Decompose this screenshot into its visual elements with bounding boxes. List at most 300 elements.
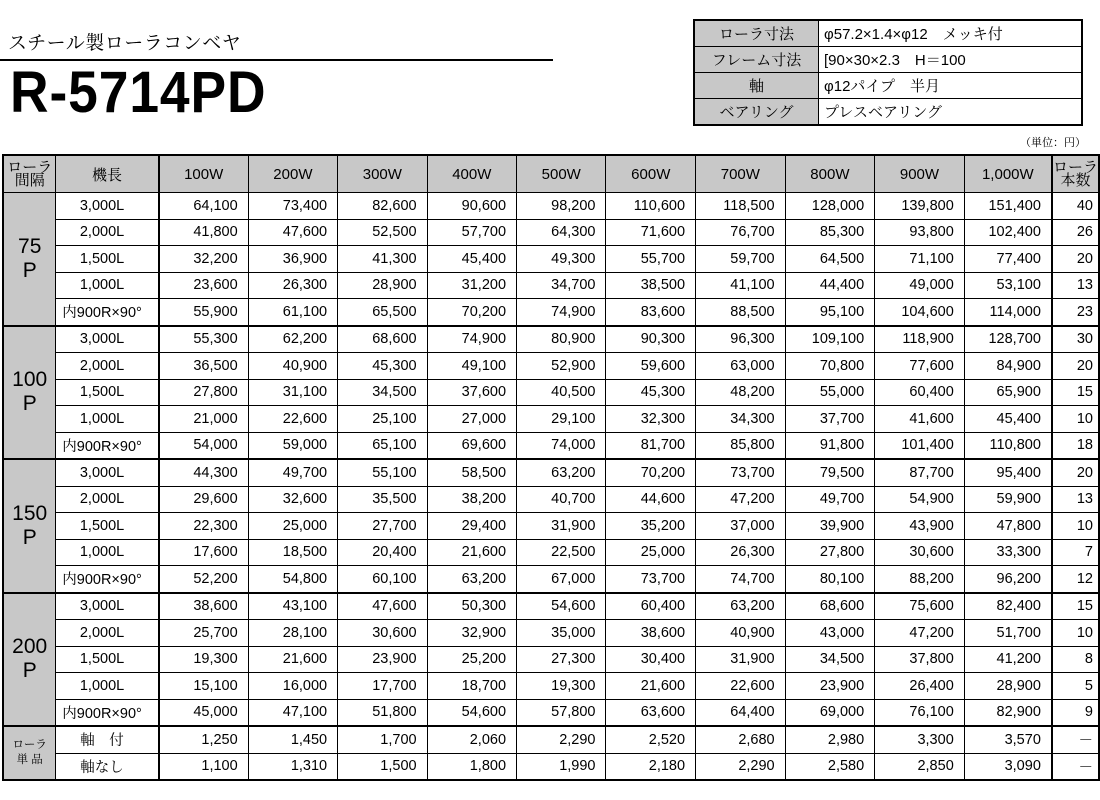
price-cell: 37,800 <box>875 646 965 673</box>
price-cell: 31,900 <box>696 646 786 673</box>
price-cell: 87,700 <box>875 459 965 486</box>
roller-count-cell: 20 <box>1052 353 1099 380</box>
price-cell: 90,600 <box>427 193 516 220</box>
table-row <box>3 539 1099 566</box>
price-cell: 28,100 <box>248 620 337 647</box>
price-cell: 93,800 <box>875 219 965 246</box>
price-cell: 118,500 <box>696 193 786 220</box>
price-cell: 29,100 <box>517 406 606 433</box>
price-cell: 23,900 <box>338 646 427 673</box>
price-cell: 82,600 <box>338 193 427 220</box>
product-category: スチール製ローラコンベヤ <box>8 33 242 54</box>
price-cell: 2,290 <box>696 753 786 780</box>
price-cell: 64,500 <box>785 246 875 273</box>
pitch-header: ローラ 間隔 <box>3 155 56 193</box>
spec-value: プレスベアリング <box>819 99 1083 126</box>
price-cell: 49,300 <box>517 246 606 273</box>
price-cell: 41,600 <box>875 406 965 433</box>
price-cell: 38,200 <box>427 486 516 513</box>
price-cell: 18,700 <box>427 673 516 700</box>
price-cell: 45,300 <box>606 379 696 406</box>
table-row <box>3 646 1099 673</box>
width-header: 600W <box>606 155 696 193</box>
price-cell: 47,600 <box>338 593 427 620</box>
roller-count-cell: 8 <box>1052 646 1099 673</box>
price-cell: 37,600 <box>427 379 516 406</box>
roller-count-cell: 10 <box>1052 513 1099 540</box>
length-cell: 2,000L <box>56 219 159 246</box>
price-cell: 1,800 <box>427 753 516 780</box>
length-cell: 3,000L <box>56 459 159 486</box>
price-cell: 20,400 <box>338 539 427 566</box>
table-row <box>3 486 1099 513</box>
table-row <box>3 726 1099 753</box>
price-cell: 109,100 <box>785 326 875 353</box>
price-cell: 96,300 <box>696 326 786 353</box>
spec-label: ローラ寸法 <box>694 20 819 47</box>
length-cell: 内900R×90° <box>56 432 159 459</box>
price-cell: 85,800 <box>696 432 786 459</box>
price-cell: 128,000 <box>785 193 875 220</box>
price-cell: 18,500 <box>248 539 337 566</box>
price-cell: 59,000 <box>248 432 337 459</box>
price-cell: 44,300 <box>159 459 248 486</box>
price-cell: 27,300 <box>517 646 606 673</box>
price-cell: 110,600 <box>606 193 696 220</box>
pitch-group-label: 200 P <box>3 593 56 727</box>
price-cell: 47,600 <box>248 219 337 246</box>
length-cell: 内900R×90° <box>56 699 159 726</box>
table-row <box>3 620 1099 647</box>
price-cell: 2,290 <box>517 726 606 753</box>
price-cell: 26,300 <box>248 272 337 299</box>
price-cell: 74,900 <box>427 326 516 353</box>
count-header: ローラ 本数 <box>1052 155 1099 193</box>
spec-row <box>694 99 1082 126</box>
price-cell: 25,000 <box>248 513 337 540</box>
table-row <box>3 193 1099 220</box>
price-cell: 55,900 <box>159 299 248 326</box>
price-cell: 22,500 <box>517 539 606 566</box>
price-cell: 83,600 <box>606 299 696 326</box>
price-cell: 1,310 <box>248 753 337 780</box>
length-cell: 1,000L <box>56 539 159 566</box>
length-cell: 2,000L <box>56 353 159 380</box>
roller-count-cell: 26 <box>1052 219 1099 246</box>
price-cell: 51,700 <box>964 620 1052 647</box>
price-cell: 1,100 <box>159 753 248 780</box>
price-cell: 34,500 <box>785 646 875 673</box>
price-cell: 22,300 <box>159 513 248 540</box>
price-cell: 65,100 <box>338 432 427 459</box>
price-cell: 98,200 <box>517 193 606 220</box>
price-cell: 32,900 <box>427 620 516 647</box>
price-cell: 1,990 <box>517 753 606 780</box>
width-header: 700W <box>696 155 786 193</box>
price-cell: 61,100 <box>248 299 337 326</box>
width-header: 100W <box>159 155 248 193</box>
pitch-group-label: 75 P <box>3 193 56 326</box>
price-cell: 65,500 <box>338 299 427 326</box>
length-cell: 2,000L <box>56 620 159 647</box>
roller-count-cell: 40 <box>1052 193 1099 220</box>
price-cell: 35,200 <box>606 513 696 540</box>
price-cell: 33,300 <box>964 539 1052 566</box>
table-row <box>3 379 1099 406</box>
price-cell: 40,900 <box>696 620 786 647</box>
price-cell: 1,700 <box>338 726 427 753</box>
price-cell: 41,200 <box>964 646 1052 673</box>
spec-row <box>694 47 1082 73</box>
table-row <box>3 593 1099 620</box>
price-cell: 22,600 <box>696 673 786 700</box>
price-cell: 49,700 <box>248 459 337 486</box>
price-cell: 54,600 <box>517 593 606 620</box>
length-cell: 1,500L <box>56 246 159 273</box>
price-cell: 34,300 <box>696 406 786 433</box>
price-cell: 70,800 <box>785 353 875 380</box>
price-cell: 139,800 <box>875 193 965 220</box>
roller-count-cell: 23 <box>1052 299 1099 326</box>
price-cell: 2,180 <box>606 753 696 780</box>
price-cell: 81,700 <box>606 432 696 459</box>
price-cell: 77,600 <box>875 353 965 380</box>
price-cell: 25,200 <box>427 646 516 673</box>
price-cell: 55,700 <box>606 246 696 273</box>
price-cell: 118,900 <box>875 326 965 353</box>
price-cell: 2,060 <box>427 726 516 753</box>
price-cell: 25,100 <box>338 406 427 433</box>
price-cell: 19,300 <box>159 646 248 673</box>
price-cell: 54,600 <box>427 699 516 726</box>
price-cell: 1,450 <box>248 726 337 753</box>
roller-count-cell: 20 <box>1052 459 1099 486</box>
price-cell: 69,000 <box>785 699 875 726</box>
price-cell: 36,900 <box>248 246 337 273</box>
price-cell: 69,600 <box>427 432 516 459</box>
price-cell: 40,500 <box>517 379 606 406</box>
price-cell: 53,100 <box>964 272 1052 299</box>
roller-count-cell: 10 <box>1052 406 1099 433</box>
table-row <box>3 406 1099 433</box>
price-cell: 47,100 <box>248 699 337 726</box>
price-cell: 19,300 <box>517 673 606 700</box>
price-cell: 38,500 <box>606 272 696 299</box>
price-cell: 45,400 <box>964 406 1052 433</box>
roller-count-cell: 9 <box>1052 699 1099 726</box>
price-cell: 17,700 <box>338 673 427 700</box>
price-cell: 37,000 <box>696 513 786 540</box>
spec-value: [90×30×2.3 H＝100 <box>819 47 1083 73</box>
price-cell: 151,400 <box>964 193 1052 220</box>
price-cell: 57,800 <box>517 699 606 726</box>
price-cell: 2,580 <box>785 753 875 780</box>
price-cell: 55,300 <box>159 326 248 353</box>
price-cell: 65,900 <box>964 379 1052 406</box>
price-cell: 23,900 <box>785 673 875 700</box>
price-cell: 54,800 <box>248 566 337 593</box>
price-cell: 73,700 <box>606 566 696 593</box>
price-cell: 21,600 <box>248 646 337 673</box>
roller-count-cell: － <box>1052 753 1099 780</box>
price-cell: 45,400 <box>427 246 516 273</box>
price-cell: 23,600 <box>159 272 248 299</box>
price-cell: 40,700 <box>517 486 606 513</box>
price-cell: 30,400 <box>606 646 696 673</box>
spec-label: ベアリング <box>694 99 819 126</box>
price-cell: 50,300 <box>427 593 516 620</box>
price-cell: 2,980 <box>785 726 875 753</box>
roller-count-cell: 20 <box>1052 246 1099 273</box>
price-cell: 26,400 <box>875 673 965 700</box>
price-cell: 17,600 <box>159 539 248 566</box>
roller-count-cell: 13 <box>1052 486 1099 513</box>
price-cell: 64,400 <box>696 699 786 726</box>
price-cell: 3,570 <box>964 726 1052 753</box>
price-cell: 75,600 <box>875 593 965 620</box>
price-cell: 95,100 <box>785 299 875 326</box>
price-cell: 49,700 <box>785 486 875 513</box>
width-header: 900W <box>875 155 965 193</box>
price-cell: 38,600 <box>606 620 696 647</box>
price-cell: 71,100 <box>875 246 965 273</box>
price-cell: 43,100 <box>248 593 337 620</box>
roller-count-cell: 13 <box>1052 272 1099 299</box>
price-cell: 31,100 <box>248 379 337 406</box>
length-cell: 3,000L <box>56 593 159 620</box>
price-cell: 45,300 <box>338 353 427 380</box>
table-row <box>3 673 1099 700</box>
spec-row <box>694 20 1082 47</box>
spec-table <box>693 19 1083 126</box>
width-header: 200W <box>248 155 337 193</box>
price-cell: 32,200 <box>159 246 248 273</box>
price-cell: 1,500 <box>338 753 427 780</box>
price-cell: 77,400 <box>964 246 1052 273</box>
price-cell: 88,200 <box>875 566 965 593</box>
price-cell: 82,900 <box>964 699 1052 726</box>
roller-count-cell: 15 <box>1052 379 1099 406</box>
length-cell: 3,000L <box>56 326 159 353</box>
price-cell: 27,000 <box>427 406 516 433</box>
price-cell: 73,700 <box>696 459 786 486</box>
table-row <box>3 353 1099 380</box>
table-row <box>3 459 1099 486</box>
price-cell: 45,000 <box>159 699 248 726</box>
price-cell: 29,400 <box>427 513 516 540</box>
price-cell: 3,300 <box>875 726 965 753</box>
price-cell: 59,600 <box>606 353 696 380</box>
price-cell: 84,900 <box>964 353 1052 380</box>
price-cell: 27,800 <box>785 539 875 566</box>
price-cell: 48,200 <box>696 379 786 406</box>
price-cell: 41,800 <box>159 219 248 246</box>
table-row <box>3 326 1099 353</box>
price-cell: 34,700 <box>517 272 606 299</box>
table-row <box>3 753 1099 780</box>
price-cell: 43,900 <box>875 513 965 540</box>
price-cell: 52,200 <box>159 566 248 593</box>
price-cell: 79,500 <box>785 459 875 486</box>
price-cell: 16,000 <box>248 673 337 700</box>
length-cell: 1,500L <box>56 379 159 406</box>
roller-count-cell: 18 <box>1052 432 1099 459</box>
price-cell: 41,300 <box>338 246 427 273</box>
price-cell: 47,800 <box>964 513 1052 540</box>
price-cell: 31,900 <box>517 513 606 540</box>
price-cell: 64,100 <box>159 193 248 220</box>
price-table <box>2 154 1100 781</box>
price-cell: 59,700 <box>696 246 786 273</box>
price-cell: 55,000 <box>785 379 875 406</box>
price-cell: 28,900 <box>964 673 1052 700</box>
price-cell: 52,900 <box>517 353 606 380</box>
price-cell: 101,400 <box>875 432 965 459</box>
spec-row <box>694 73 1082 99</box>
price-cell: 63,200 <box>696 593 786 620</box>
price-cell: 58,500 <box>427 459 516 486</box>
single-roller-label: ローラ 単 品 <box>3 726 56 780</box>
width-header: 300W <box>338 155 427 193</box>
price-cell: 80,900 <box>517 326 606 353</box>
price-cell: 35,000 <box>517 620 606 647</box>
price-cell: 25,700 <box>159 620 248 647</box>
price-cell: 32,600 <box>248 486 337 513</box>
price-cell: 60,400 <box>875 379 965 406</box>
price-cell: 44,600 <box>606 486 696 513</box>
length-cell: 1,000L <box>56 406 159 433</box>
price-cell: 102,400 <box>964 219 1052 246</box>
price-cell: 35,500 <box>338 486 427 513</box>
price-cell: 60,100 <box>338 566 427 593</box>
length-cell: 内900R×90° <box>56 566 159 593</box>
price-cell: 30,600 <box>338 620 427 647</box>
price-cell: 73,400 <box>248 193 337 220</box>
price-cell: 60,400 <box>606 593 696 620</box>
price-cell: 74,000 <box>517 432 606 459</box>
price-cell: 36,500 <box>159 353 248 380</box>
price-cell: 27,700 <box>338 513 427 540</box>
width-header: 500W <box>517 155 606 193</box>
roller-count-cell: － <box>1052 726 1099 753</box>
table-row <box>3 699 1099 726</box>
price-cell: 39,900 <box>785 513 875 540</box>
price-cell: 128,700 <box>964 326 1052 353</box>
price-cell: 90,300 <box>606 326 696 353</box>
price-cell: 63,200 <box>427 566 516 593</box>
roller-count-cell: 12 <box>1052 566 1099 593</box>
price-cell: 74,700 <box>696 566 786 593</box>
price-cell: 70,200 <box>427 299 516 326</box>
price-cell: 49,100 <box>427 353 516 380</box>
price-cell: 27,800 <box>159 379 248 406</box>
roller-count-cell: 5 <box>1052 673 1099 700</box>
table-row <box>3 272 1099 299</box>
price-cell: 54,900 <box>875 486 965 513</box>
price-cell: 63,200 <box>517 459 606 486</box>
price-cell: 95,400 <box>964 459 1052 486</box>
price-cell: 30,600 <box>875 539 965 566</box>
price-cell: 80,100 <box>785 566 875 593</box>
table-row <box>3 219 1099 246</box>
price-cell: 51,800 <box>338 699 427 726</box>
price-cell: 57,700 <box>427 219 516 246</box>
width-header: 1,000W <box>964 155 1052 193</box>
price-cell: 3,090 <box>964 753 1052 780</box>
length-cell: 1,000L <box>56 272 159 299</box>
price-cell: 67,000 <box>517 566 606 593</box>
roller-count-cell: 15 <box>1052 593 1099 620</box>
price-cell: 37,700 <box>785 406 875 433</box>
price-cell: 41,100 <box>696 272 786 299</box>
model-number: R-5714PD <box>10 60 267 125</box>
price-cell: 63,000 <box>696 353 786 380</box>
price-cell: 85,300 <box>785 219 875 246</box>
price-cell: 55,100 <box>338 459 427 486</box>
table-row <box>3 513 1099 540</box>
price-cell: 2,520 <box>606 726 696 753</box>
roller-count-cell: 10 <box>1052 620 1099 647</box>
price-cell: 44,400 <box>785 272 875 299</box>
price-cell: 21,600 <box>427 539 516 566</box>
table-row <box>3 299 1099 326</box>
length-cell: 1,000L <box>56 673 159 700</box>
price-cell: 64,300 <box>517 219 606 246</box>
price-cell: 59,900 <box>964 486 1052 513</box>
length-cell: 1,500L <box>56 513 159 540</box>
price-cell: 2,680 <box>696 726 786 753</box>
table-row <box>3 246 1099 273</box>
price-cell: 63,600 <box>606 699 696 726</box>
table-row <box>3 432 1099 459</box>
length-header: 機長 <box>56 155 159 193</box>
spec-label: フレーム寸法 <box>694 47 819 73</box>
price-cell: 43,000 <box>785 620 875 647</box>
price-cell: 47,200 <box>875 620 965 647</box>
length-cell: 1,500L <box>56 646 159 673</box>
price-cell: 22,600 <box>248 406 337 433</box>
pitch-group-label: 100 P <box>3 326 56 460</box>
unit-note: （単位：円） <box>1020 137 1086 149</box>
pitch-group-label: 150 P <box>3 459 56 593</box>
roller-count-cell: 30 <box>1052 326 1099 353</box>
price-cell: 1,250 <box>159 726 248 753</box>
length-cell: 内900R×90° <box>56 299 159 326</box>
price-cell: 26,300 <box>696 539 786 566</box>
roller-count-cell: 7 <box>1052 539 1099 566</box>
price-cell: 52,500 <box>338 219 427 246</box>
price-cell: 70,200 <box>606 459 696 486</box>
price-cell: 68,600 <box>785 593 875 620</box>
length-cell: 3,000L <box>56 193 159 220</box>
length-cell: 軸 付 <box>56 726 159 753</box>
price-cell: 31,200 <box>427 272 516 299</box>
price-cell: 96,200 <box>964 566 1052 593</box>
price-cell: 110,800 <box>964 432 1052 459</box>
price-cell: 76,700 <box>696 219 786 246</box>
price-cell: 91,800 <box>785 432 875 459</box>
spec-value: φ12パイプ 半月 <box>819 73 1083 99</box>
price-cell: 21,000 <box>159 406 248 433</box>
spec-label: 軸 <box>694 73 819 99</box>
price-cell: 88,500 <box>696 299 786 326</box>
price-cell: 68,600 <box>338 326 427 353</box>
price-cell: 62,200 <box>248 326 337 353</box>
price-cell: 104,600 <box>875 299 965 326</box>
price-cell: 25,000 <box>606 539 696 566</box>
price-cell: 28,900 <box>338 272 427 299</box>
price-cell: 34,500 <box>338 379 427 406</box>
